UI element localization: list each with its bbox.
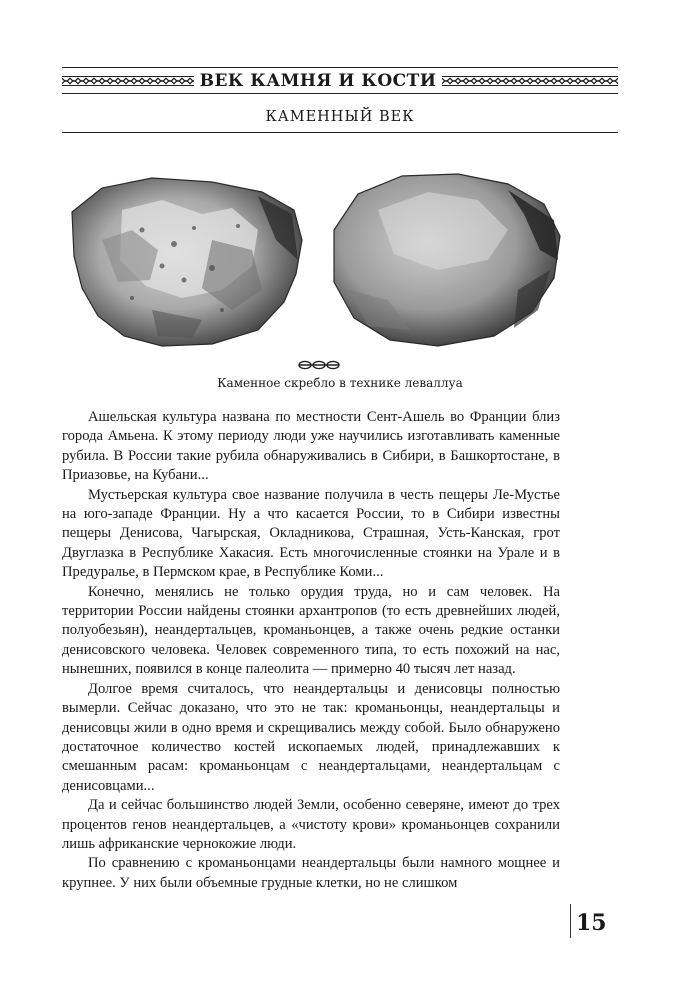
celtic-knot-band-left [62,76,194,86]
celtic-knot-band-right [442,76,618,86]
header-bottom-rule [62,93,618,94]
header-top-rule [62,67,618,68]
paragraph: Ашельская культура названа по местности Сент-Ашель во Франции близ города Амьена. К этому периоду люди уже научились изготавливать каменные рубила. В России такие рубила обнаруживались в Сибири, в Башкортостане, в Приазовье, на Кубани... [62,409,560,484]
section-rule [62,132,618,133]
body-text [62,408,560,893]
section-title: КАМЕННЫЙ ВЕК [265,109,415,125]
stone-scraper-photo-left [62,170,310,350]
running-header [62,67,618,95]
paragraph: Долгое время считалось, что неандертальцы и денисовцы полностью вымерли. Сейчас доказано, что это не так: кроманьонцы, неандертальцы и денисовцы жили в одно время и скрещивались между собой. Было обнаружено достаточное количество костей ископаемых людей, принадлежавших к смешанным расам: кроманьонцам с неандертальцами, неандертальцам с денисовцами... [62,680,560,794]
folio-rule [570,904,571,938]
running-head-title: ВЕК КАМНЯ И КОСТИ [199,71,437,91]
caption-ornament [297,360,341,370]
paragraph: По сравнению с кроманьонцами неандертальцы были намного мощнее и крупнее. У них были объемные грудные клетки, но не слишком [62,855,560,891]
figure-caption: Каменное скребло в технике леваллуа [217,376,463,390]
paragraph: Конечно, менялись не только орудия труда, но и сам человек. На территории России найдены стоянки архантропов (то есть древнейших людей, полуобезьян), неандертальцев, кроманьонцев, а также очень редкие останки денисовского человека. Человек современного типа, то есть похожий на нас, нынешних, появился в конце палеолита — примерно 40 тысяч лет назад. [62,583,560,678]
page-number: 15 [576,910,607,936]
paragraph: Мустьерская культура свое название получила в честь пещеры Ле-Мустье на юго-западе Франции. Ну а что касается России, то в Сибири известны пещеры Денисова, Чагырская, Окладникова, Страшная, Усть-Канская, грот Двуглазка в Республике Хакасия. Есть многочисленные стоянки на Урале и в Предуралье, в Пермском крае, в Республике Коми... [62,486,560,581]
stone-scraper-photo-right [318,170,568,350]
paragraph: Да и сейчас большинство людей Земли, особенно северяне, имеют до трех процентов генов неандертальцев, а «чистоту крови» кроманьонцев сохранили лишь африканские чернокожие люди. [62,797,560,852]
